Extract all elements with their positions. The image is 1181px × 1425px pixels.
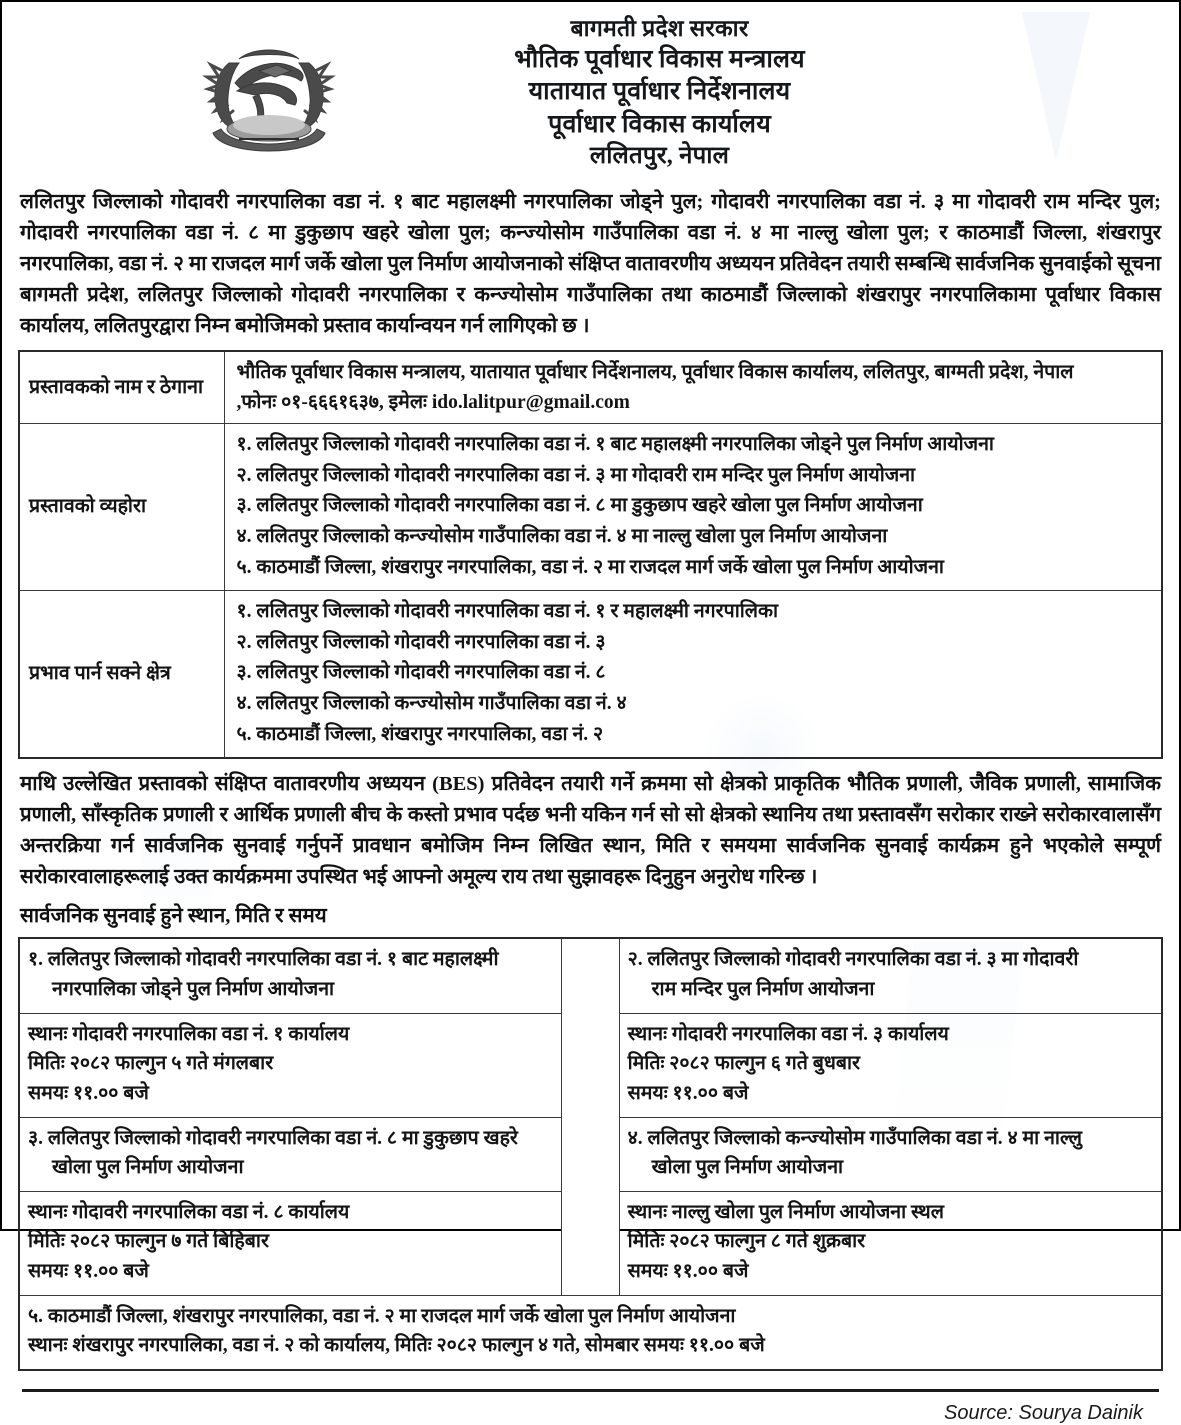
list-item: २. ललितपुर जिल्लाको गोदावरी नगरपालिका वडा नं. ३ मा गोदावरी राम मन्दिर पुल निर्माण आयोजना <box>236 464 916 486</box>
schedule-details-2 <box>619 1013 1162 1117</box>
schedule-details-4 <box>619 1191 1162 1295</box>
hearing-schedule-table <box>18 937 1163 1371</box>
schedule-title-line: २. ललितपुर जिल्लाको गोदावरी नगरपालिका वडा नं. ३ मा गोदावरी <box>627 949 1079 971</box>
schedule-title-line: १. ललितपुर जिल्लाको गोदावरी नगरपालिका वडा नं. १ बाट महालक्ष्मी <box>28 949 499 971</box>
schedule-time: समयः ११.०० बजे <box>28 1261 149 1283</box>
hearing-subheading: सार्वजनिक सुनवाई हुने स्थान, मिति र समय <box>20 905 327 928</box>
header-line-4: पूर्वाधार विकास कार्यालय <box>548 110 771 138</box>
table-row <box>19 1295 1162 1370</box>
list-item: ३. ललितपुर जिल्लाको गोदावरी नगरपालिका वडा नं. ८ <box>236 662 606 684</box>
schedule-title-line: खोला पुल निर्माण आयोजना <box>651 1157 844 1179</box>
source-note: Source: Sourya Dainik <box>944 1401 1143 1424</box>
schedule-details-3 <box>19 1191 562 1295</box>
schedule-time: समयः ११.०० बजे <box>28 1082 149 1104</box>
header-line-3: यातायात पूर्वाधार निर्देशनालय <box>528 78 791 106</box>
schedule-date: मितिः २०८२ फाल्गुन ८ गते शुक्रबार <box>627 1231 866 1253</box>
list-item: ३. ललितपुर जिल्लाको गोदावरी नगरपालिका वडा नं. ८ मा डुकुछाप खहरे खोला पुल निर्माण आयोजना <box>236 495 923 517</box>
table-row <box>19 938 1162 1013</box>
row-label-proposer: प्रस्तावकको नाम र ठेगाना <box>19 351 224 423</box>
schedule-title-line: ४. ललितपुर जिल्लाको कन्ज्योसोम गाउँपालिका वडा नं. ४ मा नाल्लु <box>627 1127 1082 1149</box>
list-item: ४. ललितपुर जिल्लाको कन्ज्योसोम गाउँपालिका वडा नं. ४ मा नाल्लु खोला पुल निर्माण आयोजना <box>236 526 888 548</box>
schedule-title-3 <box>19 1117 562 1191</box>
row-value-affected-area <box>224 590 1162 757</box>
schedule-details-5: स्थानः शंखरापुर नगरपालिका, वडा नं. २ को कार्यालय, मितिः २०८२ फाल्गुन ४ गते, सोमबार समयः ११.०० बजे <box>28 1335 765 1357</box>
schedule-title-line: नगरपालिका जोड्ने पुल निर्माण आयोजना <box>52 979 335 1001</box>
schedule-title-line: ५. काठमाडौं जिल्ला, शंखरापुर नगरपालिका, वडा नं. २ मा राजदल मार्ग जर्के खोला पुल निर्माण आयोजना <box>28 1305 736 1327</box>
schedule-date: मितिः २०८२ फाल्गुन ६ गते बुधबार <box>627 1053 861 1075</box>
list-item: १. ललितपुर जिल्लाको गोदावरी नगरपालिका वडा नं. १ बाट महालक्ष्मी नगरपालिका जोड्ने पुल निर्माण आयोजना <box>236 433 994 455</box>
list-item: ५. काठमाडौं जिल्ला, शंखरापुर नगरपालिका, वडा नं. २ <box>236 724 604 746</box>
header-line-2: भौतिक पूर्वाधार विकास मन्त्रालय <box>514 45 805 73</box>
table-row <box>19 351 1162 423</box>
document-header <box>18 8 1163 177</box>
table-row <box>19 590 1162 757</box>
schedule-place: स्थानः गोदावरी नगरपालिका वडा नं. १ कार्यालय <box>28 1023 350 1045</box>
list-item: २. ललितपुर जिल्लाको गोदावरी नगरपालिका वडा नं. ३ <box>236 631 606 653</box>
header-title-block <box>342 14 1163 173</box>
header-line-1: बागमती प्रदेश सरकार <box>570 16 749 41</box>
schedule-title-4 <box>619 1117 1162 1191</box>
middle-paragraph: माथि उल्लेखित प्रस्तावको संक्षिप्त वातावरणीय अध्ययन (BES) प्रतिवेदन तयारी गर्ने क्रममा सो क्षेत्रको प्राकृतिक भौतिक प्रणाली, जैविक प्रणाली, सामाजिक प्रणाली, साँस्कृतिक प्रणाली र आर्थिक प्रणाली बीच के कस्तो प्रभाव पर्दछ भनी यकिन गर्न सो सो क्षेत्रको स्थानिय तथा प्रस्तावसँग सरोकार राख्ने सरोकारवालासँग अन्तरक्रिया गर्न सार्वजनिक सुनवाई गर्नुपर्ने प्रावधान बमोजिम निम्न लिखित स्थान, मिति र समयमा सार्वजनिक सुनवाई कार्यक्रम हुने भएकोले सम्पूर्ण सरोकारवालाहरूलाई उक्त कार्यक्रममा उपस्थित भई आफ्नो अमूल्य राय तथा सुझावहरू दिनुहुन अनुरोध गरिन्छ । <box>20 772 1161 889</box>
nepal-government-emblem-icon <box>196 22 342 168</box>
list-item: १. ललितपुर जिल्लाको गोदावरी नगरपालिका वडा नं. १ र महालक्ष्मी नगरपालिका <box>236 600 779 622</box>
table-row <box>19 423 1162 590</box>
row-label-affected-area: प्रभाव पार्न सक्ने क्षेत्र <box>19 590 224 757</box>
schedule-title-line: राम मन्दिर पुल निर्माण आयोजना <box>651 979 875 1001</box>
schedule-place: स्थानः नाल्लु खोला पुल निर्माण आयोजना स्थल <box>627 1201 944 1223</box>
schedule-time: समयः ११.०० बजे <box>627 1261 749 1283</box>
column-divider-gap <box>562 938 619 1295</box>
row-value-proposal-details <box>224 423 1162 590</box>
schedule-date: मितिः २०८२ फाल्गुन ५ गते मंगलबार <box>28 1053 274 1075</box>
list-item: ४. ललितपुर जिल्लाको कन्ज्योसोम गाउँपालिका वडा नं. ४ <box>236 693 627 715</box>
schedule-title-line: ३. ललितपुर जिल्लाको गोदावरी नगरपालिका वडा नं. ८ मा डुकुछाप खहरे <box>28 1127 518 1149</box>
header-line-5: ललितपुर, नेपाल <box>589 143 730 170</box>
schedule-title-5 <box>19 1295 1162 1370</box>
row-value-proposer <box>224 351 1162 423</box>
list-item: ५. काठमाडौं जिल्ला, शंखरापुर नगरपालिका, वडा नं. २ मा राजदल मार्ग जर्के खोला पुल निर्माण आयोजना <box>236 557 944 579</box>
row-label-proposal-details: प्रस्तावको व्यहोरा <box>19 423 224 590</box>
schedule-place: स्थानः गोदावरी नगरपालिका वडा नं. ३ कार्यालय <box>627 1023 949 1045</box>
proposer-address-line: भौतिक पूर्वाधार विकास मन्त्रालय, यातायात पूर्वाधार निर्देशनालय, पूर्वाधार विकास कार्यालय, ललितपुर, बाग्मती प्रदेश, नेपाल <box>236 362 1074 384</box>
schedule-title-1 <box>19 938 562 1013</box>
proposer-contact-line: ,फोनः ०१-६६६१६३७, इमेलः ido.lalitpur@gmail.com <box>236 391 630 413</box>
schedule-date: मितिः २०८२ फाल्गुन ७ गते बिहिबार <box>28 1231 269 1253</box>
proposal-info-table <box>18 350 1163 758</box>
schedule-place: स्थानः गोदावरी नगरपालिका वडा नं. ८ कार्यालय <box>28 1201 350 1223</box>
schedule-title-line: खोला पुल निर्माण आयोजना <box>52 1157 244 1179</box>
intro-paragraph: ललितपुर जिल्लाको गोदावरी नगरपालिका वडा नं. १ बाट महालक्ष्मी नगरपालिका जोड्ने पुल; गोदावरी नगरपालिका वडा नं. ३ मा गोदावरी राम मन्दिर पुल; गोदावरी नगरपालिका वडा नं. ८ मा डुकुछाप खहरे खोला पुल; कन्ज्योसोम गाउँपालिका वडा नं. ४ मा नाल्लु खोला पुल; र काठमाडौं जिल्ला, शंखरापुर नगरपालिका, वडा नं. २ मा राजदल मार्ग जर्के खोला पुल निर्माण आयोजनाको संक्षिप्त वातावरणीय अध्ययन प्रतिवेदन तयारी सम्बन्धि सार्वजनिक सुनवाईको सूचना बागमती प्रदेश, ललितपुर जिल्लाको गोदावरी नगरपालिका र कन्ज्योसोम गाउँपालिका तथा काठमाडौं जिल्लाको शंखरापुर नगरपालिकामा पूर्वाधार विकास कार्यालय, ललितपुरद्वारा निम्न बमोजिमको प्रस्ताव कार्यान्वयन गर्न लागिएको छ । <box>20 190 1161 338</box>
schedule-time: समयः ११.०० बजे <box>627 1082 749 1104</box>
schedule-title-2 <box>619 938 1162 1013</box>
schedule-details-1 <box>19 1013 562 1117</box>
